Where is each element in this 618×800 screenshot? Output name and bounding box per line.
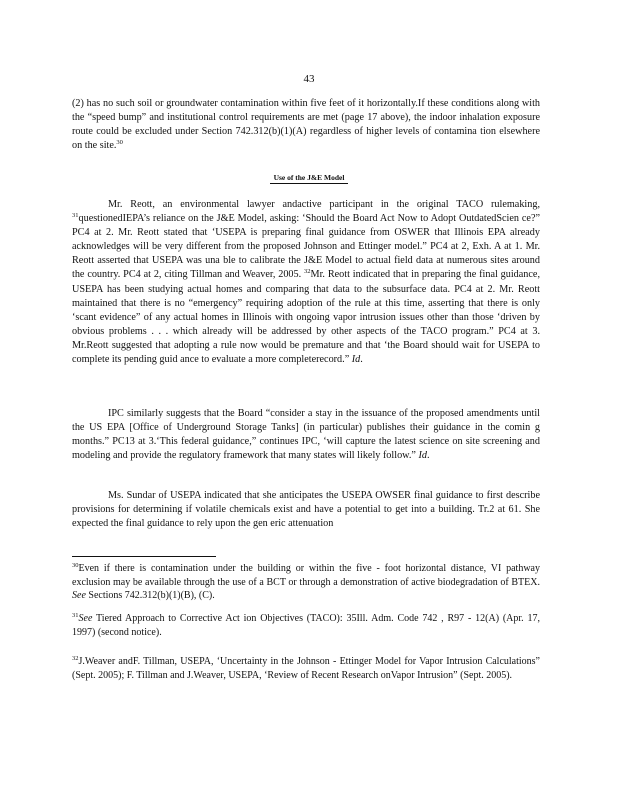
reott-text-c: Mr. Reott indicated that in preparing the final guidance, USEPA has been studying actual homes and comparing that data to the subsurface data. PC4 at 2. Mr. Reott maintained that there is no “emergency” requiring adoption of the rule at this time, asserting that there is only ‘scant evidence” of any actual homes in Illinois with ongoing vapor intrusion issues other than those ‘driven by obvious problems . . . which already will be addressed by other aspects of the TACO program.” PC4 at 3. Mr.Reott suggested that adopting a rule now would be premature and that ‘the Board should wait for USEPA to complete its pending guid ance to evaluate a more completerecord.” <box>72 269 540 366</box>
footnote-30-text: Even if there is contamination under the building or within the five - foot horizontal distance, VI pathway exclusion may be available through the use of a BCT or through a demonstration of active biodegradation of BTEX. <box>72 563 540 588</box>
paragraph-reott <box>72 198 540 367</box>
reott-end: . <box>360 354 363 366</box>
paragraph-intro-text: (2) has no such soil or groundwater contamination within five feet of it horizontally.If these conditions along with the “speed bump” and institutional control requirements are met (page 17 above), the indoor inhalation exposure route could be excluded under Section 742.312(b)(1)(A) regardless of higher levels of contamina tion elsewhere on the site. <box>72 98 540 152</box>
footnote-31 <box>72 612 540 639</box>
footnote-30-see: See <box>72 590 86 602</box>
footnote-ref-30[interactable]: 30 <box>116 139 123 147</box>
footnote-32-number: 32 <box>72 655 79 662</box>
footnote-30 <box>72 562 540 603</box>
footnote-ref-32[interactable]: 32 <box>304 268 311 276</box>
footnote-30-tail: Sections 742.312(b)(1)(B), (C). <box>88 590 215 602</box>
paragraph-intro <box>72 97 540 153</box>
paragraph-sundar <box>72 489 540 531</box>
section-heading <box>0 173 618 182</box>
ipc-end: . <box>426 450 430 462</box>
ipc-id-cite: Id <box>418 450 427 462</box>
footnote-ref-31[interactable]: 31 <box>72 212 79 220</box>
section-heading-text: Use of the J&E Model <box>270 173 349 184</box>
page-number: 43 <box>303 73 315 85</box>
footnote-32 <box>72 655 540 682</box>
reott-id-cite: Id <box>351 354 361 366</box>
sundar-text: Ms. Sundar of USEPA indicated that she anticipates the USEPA OWSER final guidance to first describe provisions for determining if volatile chemicals exist and have a potential to get into a building. Tr.2 at 61. She expected the final guidance to rely upon the gen eric attenuation <box>72 490 540 530</box>
footnote-divider <box>72 556 216 557</box>
ipc-text: IPC similarly suggests that the Board “consider a stay in the issuance of the proposed amendments until the US EPA [Office of Underground Storage Tanks] (in particular) publishes their guidance in the comin g months.” PC13 at 3.‘This federal guidance,” continues IPC, ‘will capture the latest science on site screening and modeling and provide the regulatory framework that many states will likely follow.” <box>72 408 540 462</box>
footnote-30-number: 30 <box>72 562 79 569</box>
reott-text-b: questionedIEPA’s reliance on the J&E Model, asking: ‘Should the Board Act Now to Adopt OutdatedScien ce?” PC4 at 2. Mr. Reott stated that ‘USEPA is preparing final guidance from OSWER that Illinois EPA already acknowledges will be very different from the proposed Johnson and Ettinger model.” PC4 at 2, Exh. A at 1. Mr. Reott asserted that USEPA was una ble to calibrate the J&E Model to actual field data at numerous sites around the country. PC4 at 2, citing Tillman and Weaver, 2005. <box>72 213 540 281</box>
footnote-31-number: 31 <box>72 612 79 619</box>
footnote-31-text: Tiered Approach to Corrective Act ion Objectives (TACO): 35Ill. Adm. Code 742 , R97 - 12(A) (Apr. 17, 1997) (second notice). <box>72 613 540 638</box>
paragraph-ipc <box>72 407 540 463</box>
footnote-31-see: See <box>78 613 93 624</box>
footnote-32-text: J.Weaver andF. Tillman, USEPA, ‘Uncertainty in the Johnson - Ettinger Model for Vapor Intrusion Calculations” (Sept. 2005); F. Tillman and J.Weaver, USEPA, ‘Review of Recent Research onVapor Intrusion” (Sept. 2005). <box>72 656 540 681</box>
reott-text-a: Mr. Reott, an environmental lawyer andactive participant in the original TACO rulemaking, <box>108 199 540 210</box>
